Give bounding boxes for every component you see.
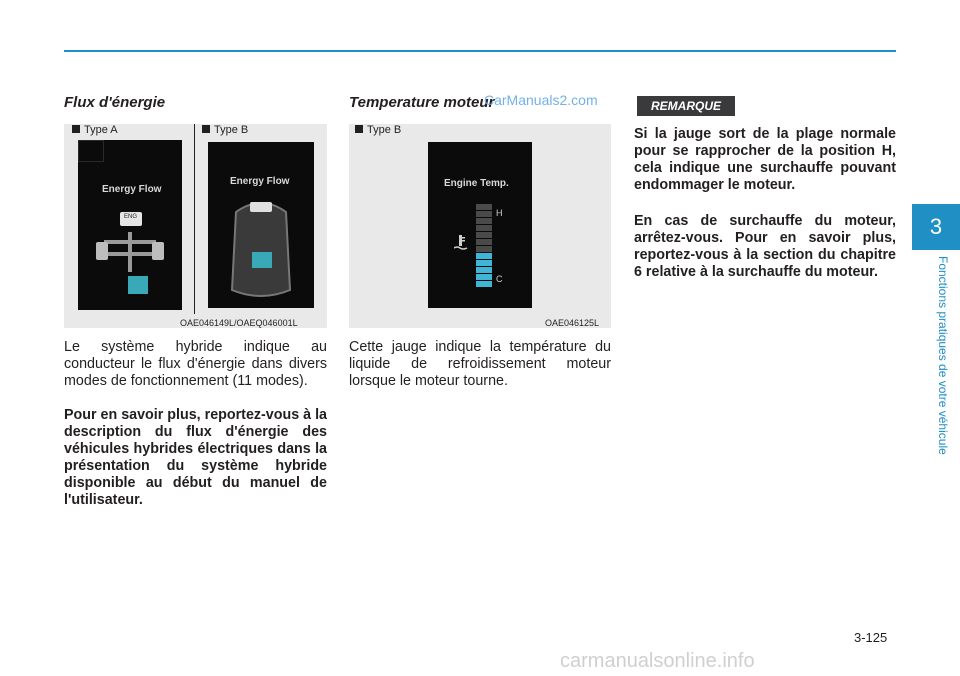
- page-number: 3-125: [854, 630, 888, 645]
- gauge-segment: [476, 239, 492, 245]
- screen-a-title: Energy Flow: [102, 184, 162, 195]
- gauge-segment: [476, 274, 492, 280]
- gauge-segment: [476, 253, 492, 259]
- gauge-segment: [476, 211, 492, 217]
- figure-code-engine-temp: OAE046125L: [545, 318, 600, 328]
- paragraph-engine-temp-description: Cette jauge indique la température du liquide de refroidissement moteur lorsque le moteur tourne.: [349, 339, 611, 389]
- chapter-title: Fonctions pratiques de votre véhicule: [936, 256, 950, 455]
- temp-gauge: [476, 204, 492, 288]
- gauge-high-label: H: [496, 208, 503, 218]
- header-rule: [64, 50, 896, 52]
- gauge-low-label: C: [496, 274, 503, 284]
- gauge-segment: [476, 225, 492, 231]
- energy-flow-diagram-icon: [92, 198, 172, 298]
- section-title-energy-flow: Flux d'énergie: [64, 94, 166, 111]
- chapter-number-tab: 3: [912, 204, 960, 250]
- screen-a-eng-badge: ENG: [124, 214, 138, 220]
- figure-label-type-b: Type B: [202, 124, 248, 136]
- gauge-segment: [476, 218, 492, 224]
- gauge-segment: [476, 232, 492, 238]
- car-topview-icon: [226, 194, 296, 304]
- gauge-segment: [476, 246, 492, 252]
- energy-flow-screen-type-b: [208, 142, 314, 308]
- watermark-top: CarManuals2.com: [484, 92, 598, 108]
- figure-label-type-a: Type A: [72, 124, 118, 136]
- gauge-segment: [476, 260, 492, 266]
- paragraph-remarque-overheat: Si la jauge sort de la plage normale pour se rapprocher de la position H, cela indique une surchauffe pouvant endommager le moteur.: [634, 126, 896, 193]
- screen-b-title: Energy Flow: [230, 176, 290, 187]
- figure-code-energy-flow: OAE046149L/OAEQ046001L: [180, 318, 298, 328]
- paragraph-energy-flow-description: Le système hybride indique au conducteur le flux d'énergie dans divers modes de fonctionnement (11 modes).: [64, 339, 327, 389]
- figure-label-type-b: Type B: [355, 124, 401, 136]
- figure-engine-temp: [349, 124, 611, 328]
- figure-divider: [194, 124, 195, 314]
- gauge-segment: [476, 204, 492, 210]
- engine-temp-screen-title: Engine Temp.: [444, 178, 509, 189]
- energy-flow-screen-type-a: [78, 140, 182, 310]
- paragraph-energy-flow-reference: Pour en savoir plus, reportez-vous à la description du flux d'énergie des véhicules hybrides électriques dans la présentation du système hybride disponible au début du manuel de l'utilisateur.: [64, 407, 327, 508]
- remarque-badge: REMARQUE: [637, 96, 735, 116]
- gauge-segment: [476, 267, 492, 273]
- watermark-bottom: carmanualsonline.info: [560, 650, 755, 672]
- paragraph-remarque-stop: En cas de surchauffe du moteur, arrêtez-vous. Pour en savoir plus, reportez-vous à la section du chapitre 6 relative à la surchauffe du moteur.: [634, 213, 896, 280]
- coolant-temp-icon: [454, 234, 468, 252]
- gauge-segment: [476, 281, 492, 287]
- engine-temp-screen: [428, 142, 532, 308]
- section-title-engine-temp: Temperature moteur: [349, 94, 495, 111]
- figure-energy-flow: [64, 124, 327, 328]
